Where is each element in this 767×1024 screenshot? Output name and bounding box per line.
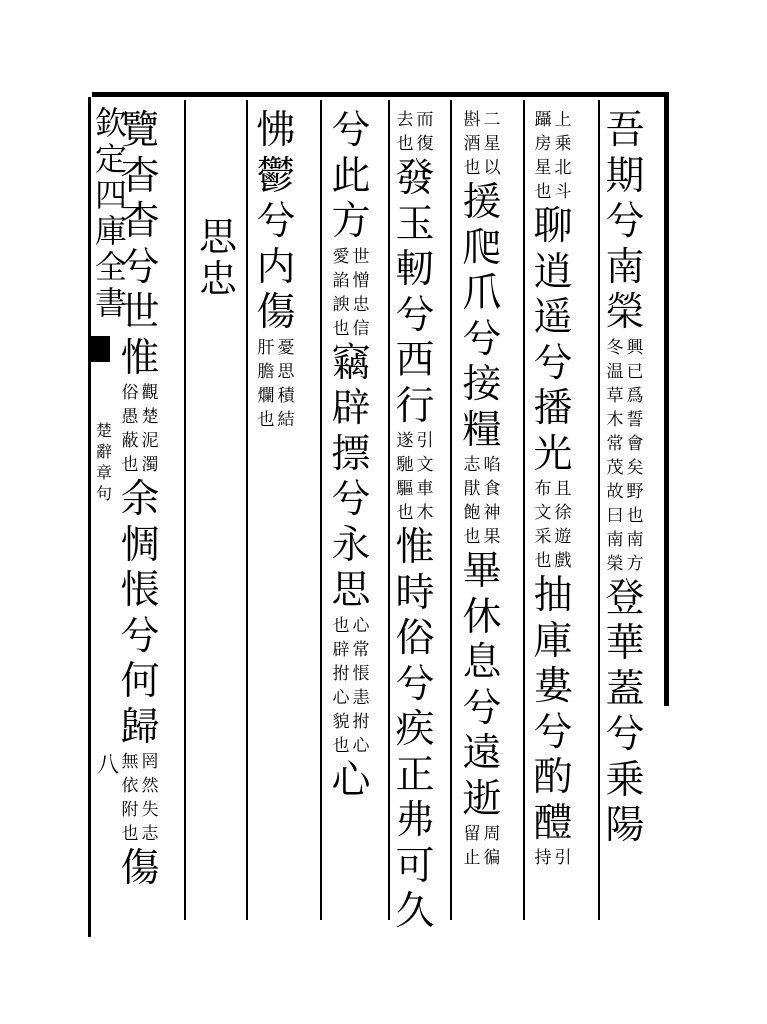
commentary-char: 愚: [121, 407, 139, 427]
commentary: [331, 614, 371, 758]
main-text-char: 兮: [120, 613, 160, 659]
commentary-char: 誓: [626, 409, 644, 430]
main-text-char: 西: [395, 338, 435, 383]
main-text-char: 逝: [462, 776, 502, 822]
frame-right-border: [664, 92, 669, 706]
commentary-char: 且: [554, 479, 572, 499]
main-text-char: 榮: [605, 290, 645, 335]
commentary-subcolumn: [351, 614, 371, 758]
main-text-char: 歸: [120, 704, 160, 750]
commentary-char: 諛: [332, 294, 350, 315]
commentary-char: 故: [606, 481, 624, 502]
commentary-char: 結: [277, 409, 295, 430]
commentary-char: 徧: [483, 848, 501, 868]
commentary-char: 心: [332, 687, 350, 708]
commentary-subcolumn: [140, 750, 160, 846]
main-text-char: 遠: [462, 731, 502, 776]
main-text-char: 竊: [331, 340, 371, 386]
commentary-subcolumn: [351, 245, 371, 341]
commentary-char: 房: [534, 134, 552, 154]
commentary-char: 常: [606, 433, 624, 454]
commentary-subcolumn: [462, 453, 482, 549]
commentary-char: 草: [606, 385, 624, 406]
text-column: [460, 108, 504, 870]
commentary-char: 也: [396, 503, 414, 523]
commentary-char: 也: [121, 824, 139, 844]
frame-top-border: [92, 92, 668, 97]
commentary-char: 貌: [332, 711, 350, 732]
commentary-char: 辟: [332, 639, 350, 660]
main-text-char: 息: [462, 640, 502, 685]
main-text-char: 杳: [120, 153, 160, 199]
glyph: 書: [94, 284, 127, 322]
main-text-char: 怫: [256, 108, 296, 153]
main-text-char: 兮: [462, 316, 502, 362]
commentary-char: 泥: [141, 431, 159, 451]
commentary-char: 南: [606, 529, 624, 550]
commentary-char: 也: [626, 505, 644, 526]
commentary-char: 温: [606, 361, 624, 382]
main-text-char: 播: [533, 386, 573, 431]
main-text-char: 酌: [533, 755, 573, 800]
main-text-char: 期: [605, 153, 645, 199]
commentary-char: 復: [416, 134, 434, 154]
main-text-char: 何: [120, 659, 160, 704]
commentary-subcolumn: [533, 846, 553, 870]
main-text-char: 惆: [120, 522, 160, 568]
text-column: [531, 108, 575, 870]
commentary-char: 食: [483, 479, 501, 499]
commentary-char: 也: [396, 134, 414, 154]
main-text-char: 兮: [331, 477, 371, 522]
commentary-char: 積: [277, 385, 295, 406]
commentary-char: 也: [332, 318, 350, 339]
commentary: [533, 477, 573, 573]
main-text-char: 醴: [533, 800, 573, 846]
commentary-char: 去: [396, 110, 414, 130]
main-text-char: 聊: [533, 204, 573, 249]
commentary-char: 常: [352, 639, 370, 660]
main-text-char: 傷: [256, 290, 296, 335]
commentary-char: 文: [416, 455, 434, 475]
glyph: 四: [94, 176, 127, 214]
main-text-char: 逍: [533, 249, 573, 295]
margin-black-tab: [90, 336, 110, 362]
main-text-char: 鬱: [256, 153, 296, 199]
commentary-char: 愛: [332, 246, 350, 267]
commentary-subcolumn: [395, 429, 415, 525]
commentary-subcolumn: [605, 336, 625, 576]
commentary-subcolumn: [140, 381, 160, 477]
commentary-subcolumn: [553, 477, 573, 573]
glyph: 全: [94, 248, 127, 286]
commentary-char: 布: [534, 479, 552, 499]
commentary-subcolumn: [553, 108, 573, 204]
commentary-char: 楚: [141, 407, 159, 427]
commentary-subcolumn: [120, 381, 140, 477]
main-text-char: 南: [605, 244, 645, 290]
commentary-char: 觀: [141, 383, 159, 403]
main-text-char: 糧: [462, 407, 502, 453]
main-text-char: 心: [331, 757, 371, 803]
commentary-char: 馳: [396, 455, 414, 475]
commentary-char: 留: [463, 824, 481, 844]
column-rule: [246, 100, 248, 920]
commentary-char: 周: [483, 824, 501, 844]
main-text-char: 兮: [533, 340, 573, 386]
commentary-char: 也: [121, 455, 139, 475]
text-column: [329, 108, 373, 803]
main-text-char: 摽: [331, 431, 371, 477]
main-text-char: 兮: [605, 199, 645, 244]
main-text-char: 畢: [462, 549, 502, 594]
main-text-char: 時: [395, 570, 435, 616]
main-text-char: 接: [462, 362, 502, 407]
commentary-char: 文: [534, 503, 552, 523]
column-rule: [184, 100, 186, 920]
commentary-char: 志: [463, 455, 481, 475]
commentary-char: 濁: [141, 455, 159, 475]
main-text-char: 覽: [120, 108, 160, 153]
commentary-char: 思: [277, 361, 295, 382]
frame-left-border: [88, 97, 91, 937]
commentary-char: 也: [332, 735, 350, 756]
main-text-char: 華: [605, 621, 645, 666]
glyph: 辭: [96, 442, 113, 461]
main-text-char: 軔: [395, 247, 435, 292]
main-text-char: 惟: [395, 525, 435, 570]
commentary-subcolumn: [120, 750, 140, 846]
main-text-char: 可: [395, 843, 435, 889]
commentary-char: 心: [352, 615, 370, 636]
commentary: [120, 750, 160, 846]
commentary-char: 南: [626, 529, 644, 550]
main-text-char: 發: [395, 156, 435, 201]
commentary-char: 星: [534, 158, 552, 178]
main-text-char: 杳: [120, 199, 160, 244]
commentary-char: 木: [606, 409, 624, 430]
main-text-char: 弗: [395, 798, 435, 843]
commentary-char: 野: [626, 481, 644, 502]
commentary-char: 乗: [554, 134, 572, 154]
commentary-char: 肝: [257, 337, 275, 358]
commentary: [533, 846, 573, 870]
commentary-char: 躡: [534, 110, 552, 130]
main-text-char: 兮: [462, 685, 502, 731]
main-text-char: 世: [120, 290, 160, 335]
commentary-char: 恚: [352, 687, 370, 708]
main-text-char: 兮: [533, 709, 573, 755]
commentary: [533, 108, 573, 204]
commentary-subcolumn: [482, 822, 502, 870]
commentary: [605, 336, 645, 576]
commentary-char: 會: [626, 433, 644, 454]
commentary: [395, 108, 435, 156]
commentary-subcolumn: [276, 336, 296, 432]
commentary-char: 也: [534, 182, 552, 202]
commentary: [395, 429, 435, 525]
main-text-char: 内: [256, 244, 296, 290]
commentary-char: 冬: [606, 337, 624, 358]
main-text-char: 俗: [395, 616, 435, 661]
commentary-subcolumn: [533, 477, 553, 573]
commentary-char: 已: [626, 361, 644, 382]
commentary-char: 附: [121, 800, 139, 820]
commentary: [462, 108, 502, 180]
commentary-char: 遊: [554, 527, 572, 547]
section-title: [196, 216, 240, 300]
main-text-char: 兮: [331, 108, 371, 153]
commentary-char: 曰: [606, 505, 624, 526]
main-text-char: 惟: [120, 335, 160, 381]
commentary-subcolumn: [256, 336, 276, 432]
main-text-char: 抽: [533, 573, 573, 618]
main-text-char: 蓋: [605, 666, 645, 712]
main-text-char: 思: [331, 568, 371, 613]
commentary-char: 茂: [606, 457, 624, 478]
text-column: [254, 108, 298, 432]
column-rule: [388, 100, 390, 920]
commentary-char: 方: [626, 553, 644, 574]
column-rule: [598, 100, 600, 920]
commentary-char: 憂: [277, 337, 295, 358]
commentary-subcolumn: [415, 108, 435, 156]
commentary-char: 星: [483, 134, 501, 154]
commentary-char: 斟: [463, 110, 481, 130]
commentary-char: 也: [463, 158, 481, 178]
glyph: 庫: [94, 212, 127, 250]
commentary-char: 車: [416, 479, 434, 499]
main-text-char: 兮: [256, 199, 296, 244]
commentary-subcolumn: [395, 108, 415, 156]
main-text-char: 陽: [605, 803, 645, 848]
commentary-char: 以: [483, 158, 501, 178]
main-text-char: 庫: [533, 618, 573, 664]
commentary-subcolumn: [553, 846, 573, 870]
main-text-char: 援: [462, 180, 502, 225]
commentary-char: 榮: [606, 553, 624, 574]
commentary-char: 神: [483, 503, 501, 523]
commentary-char: 持: [534, 848, 552, 868]
commentary-char: 引: [554, 848, 572, 868]
commentary-char: 飽: [463, 503, 481, 523]
commentary-char: 悵: [352, 663, 370, 684]
main-text-char: 爬: [462, 225, 502, 271]
main-text-char: 久: [395, 889, 435, 934]
commentary-char: 忠: [352, 294, 370, 315]
main-text-char: 悵: [120, 568, 160, 613]
commentary-char: 北: [554, 158, 572, 178]
text-column: [603, 108, 647, 849]
main-text-char: 此: [331, 153, 371, 199]
main-text-char: 疾: [395, 707, 435, 752]
page-number: 八: [96, 753, 119, 778]
commentary-char: 而: [416, 110, 434, 130]
commentary-subcolumn: [331, 245, 351, 341]
commentary-char: 也: [257, 409, 275, 430]
commentary-char: 然: [141, 776, 159, 796]
commentary-char: 矣: [626, 457, 644, 478]
main-text-char: 遥: [533, 295, 573, 340]
commentary-char: 罔: [141, 752, 159, 772]
main-text-char: 永: [331, 522, 371, 568]
commentary: [120, 381, 160, 477]
text-column: [393, 108, 437, 935]
margin-book-title: [96, 420, 112, 504]
commentary-char: 驅: [396, 479, 414, 499]
commentary-char: 爲: [626, 385, 644, 406]
commentary-char: 酒: [463, 134, 481, 154]
main-text-char: 方: [331, 199, 371, 244]
commentary-char: 上: [554, 110, 572, 130]
commentary-subcolumn: [462, 108, 482, 180]
commentary-char: 依: [121, 776, 139, 796]
commentary-char: 啗: [483, 455, 501, 475]
commentary-subcolumn: [625, 336, 645, 576]
glyph: 定: [94, 140, 127, 178]
commentary-char: 果: [483, 527, 501, 547]
glyph: 忠: [198, 257, 237, 301]
commentary-char: 木: [416, 503, 434, 523]
commentary-char: 拊: [352, 711, 370, 732]
main-text-char: 兮: [395, 292, 435, 338]
column-rule: [523, 100, 525, 920]
commentary: [256, 336, 296, 432]
commentary-char: 也: [463, 527, 481, 547]
commentary-subcolumn: [482, 453, 502, 549]
commentary-char: 志: [141, 824, 159, 844]
commentary-char: 二: [483, 110, 501, 130]
commentary-char: 無: [121, 752, 139, 772]
commentary-char: 心: [352, 735, 370, 756]
glyph: 思: [198, 215, 237, 259]
commentary-char: 戲: [554, 551, 572, 571]
commentary-char: 世: [352, 246, 370, 267]
commentary-char: 猒: [463, 479, 481, 499]
main-text-char: 兮: [120, 244, 160, 290]
commentary-char: 也: [534, 551, 552, 571]
main-text-char: 婁: [533, 664, 573, 709]
commentary-char: 斗: [554, 182, 572, 202]
commentary-char: 徐: [554, 503, 572, 523]
main-text-char: 正: [395, 752, 435, 798]
main-text-char: 登: [605, 575, 645, 621]
glyph: 欽: [94, 104, 127, 142]
commentary-char: 遂: [396, 431, 414, 451]
commentary-char: 蔽: [121, 431, 139, 451]
commentary-subcolumn: [331, 614, 351, 758]
main-text-char: 乗: [605, 757, 645, 803]
main-text-char: 兮: [395, 661, 435, 707]
commentary-char: 爛: [257, 385, 275, 406]
main-text-char: 玉: [395, 201, 435, 247]
commentary: [462, 822, 502, 870]
main-text-char: 爪: [462, 271, 502, 316]
column-rule: [320, 100, 322, 920]
commentary-char: 俗: [121, 383, 139, 403]
main-text-char: 辟: [331, 386, 371, 431]
glyph: 句: [96, 484, 113, 503]
commentary-char: 拊: [332, 663, 350, 684]
main-text-char: 休: [462, 594, 502, 640]
commentary-char: 憎: [352, 270, 370, 291]
commentary-char: 興: [626, 337, 644, 358]
commentary: [331, 245, 371, 341]
commentary-char: 采: [534, 527, 552, 547]
main-text-char: 光: [533, 431, 573, 477]
commentary-subcolumn: [415, 429, 435, 525]
main-text-char: 傷: [120, 846, 160, 891]
glyph: 章: [96, 463, 113, 482]
commentary-char: 也: [332, 615, 350, 636]
glyph: 楚: [96, 421, 113, 440]
commentary-char: 失: [141, 800, 159, 820]
commentary-char: 膽: [257, 361, 275, 382]
commentary-char: 止: [463, 848, 481, 868]
column-rule: [450, 100, 452, 920]
commentary-char: 諂: [332, 270, 350, 291]
main-text-char: 吾: [605, 108, 645, 153]
main-text-char: 兮: [605, 712, 645, 757]
commentary-subcolumn: [482, 108, 502, 180]
commentary-subcolumn: [462, 822, 482, 870]
commentary: [462, 453, 502, 549]
commentary-subcolumn: [533, 108, 553, 204]
text-column: [118, 108, 162, 892]
main-text-char: 余: [120, 477, 160, 522]
commentary-char: 引: [416, 431, 434, 451]
main-text-char: 行: [395, 383, 435, 429]
commentary-char: 信: [352, 318, 370, 339]
